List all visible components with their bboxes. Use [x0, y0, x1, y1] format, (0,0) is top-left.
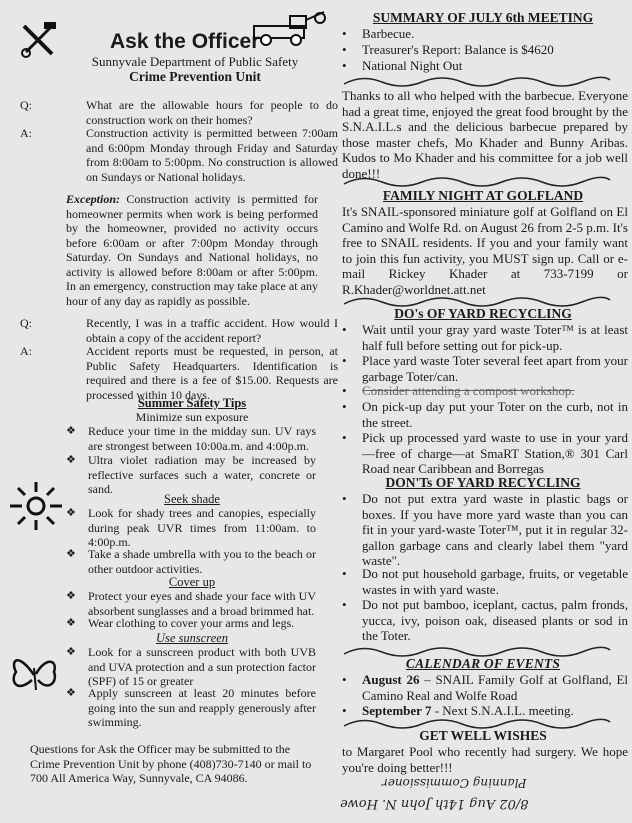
donts-item: • Do not put household garbage, fruits, or vegetable wastes in with yard waste. — [342, 566, 628, 597]
answer-1 — [20, 126, 340, 186]
sun-icon — [6, 478, 66, 534]
answer-text: Construction activity is permitted between 7:00am and 6:00pm Monday through Friday and Saturday from 8:00am to 5:00pm. No construction is allowed on Sundays or National holidays. — [86, 126, 338, 184]
cover-up-heading: Cover up — [168, 575, 216, 589]
calendar-item: • August 26 – SNAIL Family Golf at Golfland, El Camino Real and Wolfe Road — [342, 672, 628, 703]
exception-text: Construction activity is permitted for homeowner permits when work is being performed by the homeowner, provided no activity occurs before 6:00am or after 7:00pm Monday through Saturday. On Sundays and National holidays, no activity is allowed before 8:00am or after 5:00pm. In an emergency, construction may take place at any hour of any day as rapidly as possible. — [66, 192, 318, 308]
tip-item: ❖ Look for shady trees and canopies, especially during peak UVR times from 11:00am. to 4:00p.m. — [66, 506, 316, 549]
question-text: What are the allowable hours for people to do construction work on their homes? — [86, 98, 338, 127]
tip-bullet-icon: ❖ — [66, 548, 76, 560]
get-well-paragraph: to Margaret Pool who recently had surgery. We hope you're doing better!!! — [342, 744, 628, 775]
page-title: Ask the Officer — [110, 30, 260, 53]
dos-item: • Consider attending a compost workshop. — [342, 383, 575, 398]
get-well-heading: GET WELL WISHES — [419, 728, 547, 743]
tools-icon — [20, 20, 58, 58]
summary-item: • National Night Out — [342, 58, 463, 73]
tip-bullet-icon: ❖ — [66, 454, 76, 466]
dos-item: • Wait until your gray yard waste Toter™ is at least half full before setting out for pick-up. — [342, 322, 628, 353]
handwritten-note-line1: 8/02 Aug 14th John N. Howe — [340, 796, 529, 811]
a-label: A: — [20, 126, 32, 140]
exception-label: Exception: — [66, 192, 120, 206]
question-1 — [20, 98, 340, 128]
tip-item: ❖ Look for a sunscreen product with both UVB and UVA protection and a sun protection factor (SPF) of 15 or greater — [66, 645, 316, 688]
donts-item: • Do not put bamboo, iceplant, cactus, palm fronds, yucca, ivy, poison oak, diseased plants or sod in the Toter. — [342, 597, 628, 643]
donts-heading: DON'Ts OF YARD RECYCLING — [385, 475, 581, 490]
q-label: Q: — [20, 98, 32, 112]
calendar-item: • September 7 - Next S.N.A.I.L. meeting. — [342, 703, 574, 718]
tip-item: ❖ Ultra violet radiation may be increased by reflective surfaces such a water, concrete or sand. — [66, 453, 316, 496]
tip-item: ❖ Wear clothing to cover your arms and legs. — [66, 616, 295, 630]
snail-divider — [342, 74, 612, 88]
tip-bullet-icon: ❖ — [66, 507, 76, 519]
tip-item: ❖ Take a shade umbrella with you to the beach or other outdoor activities. — [66, 547, 316, 576]
summary-item: • Treasurer's Report: Balance is $4620 — [342, 42, 554, 57]
q-label: Q: — [20, 316, 32, 330]
question-text: Recently, I was in a traffic accident. How would I obtain a copy of the accident report? — [86, 316, 338, 345]
dos-item: • On pick-up day put your Toter on the curb, not in the street. — [342, 399, 628, 430]
summary-heading: SUMMARY OF JULY 6th MEETING — [372, 10, 594, 25]
tip-item: ❖ Reduce your time in the midday sun. UV rays are strongest between 10:00a.m. and 4:00p.m. — [66, 424, 316, 453]
family-night-paragraph: It's SNAIL-sponsored miniature golf at Golfland on El Camino and Wolfe Rd. on August 26 from 2-5 p.m. It's free to SNAIL residents. If you and your family want to join this fun activity, you MUST sign up. Call or e-mail Rickey Khader at 733-7199 or R.Khader@worldnet.att.net — [342, 204, 628, 297]
answer-2 — [20, 344, 340, 402]
tip-bullet-icon: ❖ — [66, 646, 76, 658]
exception-paragraph — [66, 192, 318, 308]
tip-bullet-icon: ❖ — [66, 590, 76, 602]
tow-truck-icon — [250, 8, 334, 48]
donts-item: • Do not put extra yard waste in plastic bags or boxes. If you have more yard waste than you can fit in your yard-waste Toter™, put it in regular 32-gallon garbage cans and clearly label them "yard waste". — [342, 491, 628, 568]
tip-item: ❖ Protect your eyes and shade your face with UV absorbent sunglasses and a broad brimmed hat. — [66, 589, 316, 618]
seek-shade-heading: Seek shade — [164, 492, 220, 506]
tip-bullet-icon: ❖ — [66, 425, 76, 437]
family-night-heading: FAMILY NIGHT AT GOLFLAND — [382, 188, 584, 203]
newsletter-column — [338, 0, 632, 823]
dos-heading: DO's OF YARD RECYCLING — [394, 306, 572, 321]
use-sunscreen-heading: Use sunscreen — [155, 631, 229, 645]
department-name: Sunnyvale Department of Public Safety — [91, 54, 299, 69]
tip-bullet-icon: ❖ — [66, 687, 76, 699]
butterfly-icon — [8, 650, 60, 700]
tip-bullet-icon: ❖ — [66, 617, 76, 629]
handwritten-note-line2: Planning Commissioner — [382, 776, 527, 790]
question-2 — [20, 316, 340, 346]
thanks-paragraph: Thanks to all who helped with the barbecue. Everyone had a great time, enjoyed the great food brought by the S.N.A.I.L.s and the delicious barbecue prepared by those master chefs, Mo Khader and Bunny Aribas. Kudos to Mo Khader and his committee for a job well done!!! — [342, 88, 628, 181]
answer-text: Accident reports must be requested, in person, at Public Safety Headquarters. Identification is required and there is a fee of $15.00. Requests are processed within 10 days. — [86, 344, 338, 402]
summer-safety-heading: Summer Safety Tips — [137, 396, 247, 410]
dos-item: • Pick up processed yard waste to use in your yard—free of charge—at SmaRT Station,® 301 Carl Road near Caribbean and Borregas — [342, 430, 628, 476]
dos-item: • Place yard waste Toter several feet apart from your garbage Toter/can. — [342, 353, 628, 384]
footer-contact: Questions for Ask the Officer may be submitted to the Crime Prevention Unit by phone (408)730-7140 or mail to 700 All America Way, Sunnyvale, CA 94086. — [30, 742, 312, 785]
summer-subheading: Minimize sun exposure — [135, 410, 249, 424]
summary-item: • Barbecue. — [342, 26, 415, 41]
unit-name: Crime Prevention Unit — [129, 69, 261, 84]
calendar-heading: CALENDAR OF EVENTS — [405, 656, 561, 671]
tip-item: ❖ Apply sunscreen at least 20 minutes before going into the sun and reapply generously after swimming. — [66, 686, 316, 729]
a-label: A: — [20, 344, 32, 358]
snail-divider — [342, 174, 612, 188]
